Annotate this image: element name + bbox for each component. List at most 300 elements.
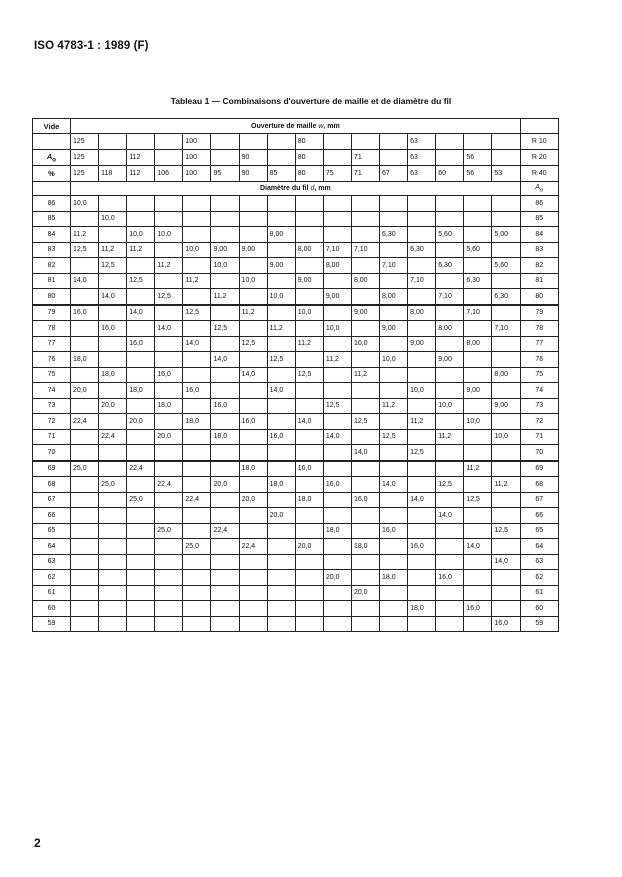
wire-diameter-cell: 12,5 bbox=[155, 289, 183, 305]
wire-diameter-cell bbox=[436, 336, 464, 352]
wire-diameter-cell: 12,5 bbox=[323, 398, 351, 414]
wire-diameter-cell bbox=[267, 336, 295, 352]
wire-diameter-cell bbox=[267, 273, 295, 289]
wire-diameter-cell bbox=[127, 554, 155, 570]
wire-diameter-cell bbox=[183, 523, 211, 539]
wire-diameter-cell bbox=[351, 321, 379, 337]
wire-diameter-cell: 5,60 bbox=[492, 258, 520, 274]
wire-diameter-cell: 10,0 bbox=[323, 321, 351, 337]
wire-diameter-cell bbox=[155, 585, 183, 601]
wire-diameter-cell bbox=[351, 523, 379, 539]
opening-value bbox=[380, 150, 408, 166]
wire-diameter-cell: 12,5 bbox=[99, 258, 127, 274]
table-row bbox=[33, 616, 559, 632]
wire-diameter-cell: 8,00 bbox=[464, 336, 492, 352]
wire-diameter-cell bbox=[380, 242, 408, 258]
opening-value bbox=[127, 134, 155, 150]
wire-diameter-cell: 11,2 bbox=[323, 352, 351, 368]
table-row bbox=[33, 477, 559, 493]
wire-diameter-cell: 10,0 bbox=[380, 352, 408, 368]
wire-diameter-cell bbox=[492, 242, 520, 258]
ao-value-right: 65 bbox=[520, 523, 558, 539]
wire-diameter-cell bbox=[408, 523, 436, 539]
ao-value-right: 61 bbox=[520, 585, 558, 601]
wire-diameter-cell bbox=[351, 352, 379, 368]
wire-diameter-cell bbox=[239, 508, 267, 524]
wire-diameter-cell: 12,5 bbox=[464, 492, 492, 508]
empty-cell bbox=[520, 119, 558, 134]
mesh-wire-table bbox=[32, 118, 559, 632]
ao-value: 85 bbox=[33, 211, 71, 227]
wire-diameter-cell: 9,00 bbox=[239, 242, 267, 258]
wire-diameter-cell: 10,0 bbox=[267, 289, 295, 305]
ao-value: 69 bbox=[33, 461, 71, 477]
wire-diameter-cell bbox=[211, 211, 239, 227]
wire-diameter-cell bbox=[71, 398, 99, 414]
wire-diameter-cell bbox=[239, 554, 267, 570]
ao-value: 78 bbox=[33, 321, 71, 337]
wire-diameter-cell bbox=[351, 461, 379, 477]
wire-diameter-cell bbox=[464, 523, 492, 539]
wire-diameter-cell: 9,00 bbox=[295, 273, 323, 289]
ao-value-right: 69 bbox=[520, 461, 558, 477]
wire-diameter-cell bbox=[71, 601, 99, 617]
wire-diameter-cell bbox=[351, 477, 379, 493]
table-row bbox=[33, 258, 559, 274]
wire-header-prefix: Diamètre du fil bbox=[259, 185, 311, 192]
wire-diameter-cell: 16,0 bbox=[492, 616, 520, 632]
wire-diameter-cell bbox=[211, 367, 239, 383]
wire-diameter-cell bbox=[267, 461, 295, 477]
page-number: 2 bbox=[34, 836, 41, 850]
opening-value: 118 bbox=[99, 166, 127, 182]
wire-diameter-cell bbox=[99, 414, 127, 430]
ao-value: 84 bbox=[33, 227, 71, 243]
wire-diameter-cell bbox=[295, 477, 323, 493]
wire-diameter-cell bbox=[155, 211, 183, 227]
ao-value-right: 63 bbox=[520, 554, 558, 570]
wire-diameter-cell bbox=[267, 539, 295, 555]
wire-diameter-cell: 11,2 bbox=[211, 289, 239, 305]
wire-diameter-cell: 18,0 bbox=[211, 429, 239, 445]
wire-diameter-cell bbox=[211, 570, 239, 586]
wire-diameter-cell bbox=[492, 273, 520, 289]
wire-diameter-cell bbox=[71, 570, 99, 586]
ao-value-right: 79 bbox=[520, 305, 558, 321]
wire-diameter-cell bbox=[71, 508, 99, 524]
ao-value: 63 bbox=[33, 554, 71, 570]
wire-diameter-cell: 11,2 bbox=[267, 321, 295, 337]
wire-diameter-cell bbox=[155, 196, 183, 212]
wire-diameter-cell bbox=[408, 258, 436, 274]
wire-diameter-cell bbox=[351, 429, 379, 445]
wire-diameter-cell: 11,2 bbox=[408, 414, 436, 430]
wire-diameter-cell: 11,2 bbox=[351, 367, 379, 383]
wire-diameter-cell bbox=[211, 601, 239, 617]
wire-diameter-cell bbox=[211, 445, 239, 461]
wire-diameter-cell bbox=[183, 445, 211, 461]
opening-value bbox=[351, 134, 379, 150]
wire-diameter-cell bbox=[127, 616, 155, 632]
wire-header-suffix: , mm bbox=[314, 185, 331, 192]
wire-diameter-cell bbox=[211, 461, 239, 477]
opening-value bbox=[267, 134, 295, 150]
wire-diameter-cell: 14,0 bbox=[492, 554, 520, 570]
opening-value: 112 bbox=[127, 166, 155, 182]
opening-value bbox=[99, 150, 127, 166]
wire-diameter-cell bbox=[239, 445, 267, 461]
opening-value: 95 bbox=[211, 166, 239, 182]
wire-diameter-cell: 20,0 bbox=[99, 398, 127, 414]
wire-diameter-cell bbox=[267, 585, 295, 601]
wire-diameter-cell: 11,2 bbox=[239, 305, 267, 321]
opening-value bbox=[323, 134, 351, 150]
wire-diameter-cell: 11,2 bbox=[155, 258, 183, 274]
table-row bbox=[33, 227, 559, 243]
wire-diameter-cell bbox=[436, 196, 464, 212]
wire-diameter-cell bbox=[464, 477, 492, 493]
wire-diameter-cell: 22,4 bbox=[183, 492, 211, 508]
wire-diameter-cell: 25,0 bbox=[155, 523, 183, 539]
wire-diameter-cell: 20,0 bbox=[239, 492, 267, 508]
series-row-r10 bbox=[33, 134, 559, 150]
wire-diameter-cell: 10,0 bbox=[239, 273, 267, 289]
wire-diameter-cell: 10,0 bbox=[127, 227, 155, 243]
wire-diameter-cell bbox=[267, 211, 295, 227]
wire-diameter-cell: 22,4 bbox=[127, 461, 155, 477]
wire-diameter-cell bbox=[71, 585, 99, 601]
wire-diameter-cell bbox=[155, 414, 183, 430]
wire-diameter-cell bbox=[99, 461, 127, 477]
wire-diameter-cell bbox=[99, 383, 127, 399]
wire-diameter-cell: 12,5 bbox=[211, 321, 239, 337]
wire-diameter-cell bbox=[351, 227, 379, 243]
wire-diameter-cell bbox=[351, 196, 379, 212]
wire-diameter-cell bbox=[464, 289, 492, 305]
wire-diameter-cell bbox=[267, 616, 295, 632]
wire-diameter-cell bbox=[127, 585, 155, 601]
wire-diameter-cell bbox=[380, 211, 408, 227]
ao-value: 83 bbox=[33, 242, 71, 258]
wire-diameter-cell bbox=[464, 554, 492, 570]
wire-diameter-cell: 7,10 bbox=[380, 258, 408, 274]
wire-diameter-cell bbox=[323, 616, 351, 632]
ao-value-right: 82 bbox=[520, 258, 558, 274]
wire-diameter-cell: 10,0 bbox=[155, 227, 183, 243]
wire-diameter-cell bbox=[155, 570, 183, 586]
opening-value bbox=[211, 150, 239, 166]
wire-diameter-cell bbox=[239, 616, 267, 632]
wire-diameter-cell bbox=[127, 523, 155, 539]
wire-diameter-cell bbox=[351, 508, 379, 524]
wire-diameter-cell bbox=[323, 461, 351, 477]
wire-diameter-cell bbox=[295, 429, 323, 445]
ao-value: 67 bbox=[33, 492, 71, 508]
series-label: R 40 bbox=[520, 166, 558, 182]
wire-diameter-cell: 16,0 bbox=[127, 336, 155, 352]
wire-diameter-cell bbox=[492, 461, 520, 477]
wire-diameter-cell bbox=[436, 554, 464, 570]
wire-diameter-cell: 9,00 bbox=[492, 398, 520, 414]
wire-diameter-cell bbox=[408, 196, 436, 212]
wire-diameter-cell bbox=[380, 273, 408, 289]
table-row bbox=[33, 196, 559, 212]
wire-diameter-cell bbox=[183, 398, 211, 414]
wire-diameter-cell bbox=[492, 601, 520, 617]
ao-value: 72 bbox=[33, 414, 71, 430]
wire-diameter-cell: 20,0 bbox=[323, 570, 351, 586]
wire-diameter-cell: 16,0 bbox=[380, 523, 408, 539]
wire-diameter-cell bbox=[183, 352, 211, 368]
wire-diameter-cell bbox=[239, 383, 267, 399]
wire-diameter-cell: 18,0 bbox=[71, 352, 99, 368]
wire-diameter-cell bbox=[239, 352, 267, 368]
wire-diameter-cell bbox=[464, 367, 492, 383]
wire-diameter-cell bbox=[183, 461, 211, 477]
wire-diameter-cell bbox=[239, 585, 267, 601]
wire-diameter-cell bbox=[323, 508, 351, 524]
wire-diameter-cell bbox=[99, 570, 127, 586]
ao-value-right: 76 bbox=[520, 352, 558, 368]
wire-diameter-cell: 11,2 bbox=[99, 242, 127, 258]
wire-diameter-cell bbox=[436, 273, 464, 289]
wire-diameter-cell bbox=[295, 445, 323, 461]
wire-diameter-cell: 6,30 bbox=[492, 289, 520, 305]
wire-diameter-cell bbox=[267, 554, 295, 570]
wire-diameter-cell: 12,5 bbox=[183, 305, 211, 321]
wire-diameter-cell: 16,0 bbox=[351, 492, 379, 508]
opening-value bbox=[99, 134, 127, 150]
wire-diameter-cell: 6,30 bbox=[380, 227, 408, 243]
opening-header-prefix: Ouverture de maille bbox=[251, 122, 319, 130]
wire-diameter-cell bbox=[71, 429, 99, 445]
wire-diameter-cell bbox=[183, 227, 211, 243]
wire-diameter-cell bbox=[71, 321, 99, 337]
wire-diameter-cell: 9,00 bbox=[464, 383, 492, 399]
wire-diameter-cell bbox=[239, 227, 267, 243]
wire-diameter-cell bbox=[295, 554, 323, 570]
wire-diameter-cell bbox=[323, 305, 351, 321]
wire-diameter-cell: 11,2 bbox=[436, 429, 464, 445]
wire-diameter-cell bbox=[71, 554, 99, 570]
opening-value: 56 bbox=[464, 166, 492, 182]
wire-diameter-cell bbox=[127, 508, 155, 524]
wire-diameter-cell: 11,2 bbox=[295, 336, 323, 352]
wire-diameter-cell: 12,5 bbox=[492, 523, 520, 539]
wire-diameter-cell bbox=[155, 336, 183, 352]
table-row bbox=[33, 492, 559, 508]
wire-diameter-cell: 11,2 bbox=[464, 461, 492, 477]
wire-diameter-cell bbox=[127, 211, 155, 227]
pct-label: % bbox=[33, 166, 71, 182]
wire-diameter-cell: 14,0 bbox=[267, 383, 295, 399]
wire-diameter-cell: 12,5 bbox=[436, 477, 464, 493]
series-row-r40 bbox=[33, 166, 559, 182]
wire-diameter-cell: 10,0 bbox=[436, 398, 464, 414]
wire-diameter-cell bbox=[323, 554, 351, 570]
wire-diameter-cell: 20,0 bbox=[351, 585, 379, 601]
wire-diameter-cell bbox=[380, 554, 408, 570]
wire-diameter-cell bbox=[267, 242, 295, 258]
wire-diameter-cell bbox=[267, 445, 295, 461]
wire-diameter-cell bbox=[492, 539, 520, 555]
wire-diameter-cell bbox=[380, 585, 408, 601]
wire-diameter-cell bbox=[71, 367, 99, 383]
wire-diameter-cell bbox=[380, 367, 408, 383]
wire-diameter-cell bbox=[323, 211, 351, 227]
opening-value bbox=[436, 134, 464, 150]
wire-diameter-cell: 11,2 bbox=[71, 227, 99, 243]
wire-diameter-cell bbox=[295, 601, 323, 617]
wire-diameter-cell bbox=[71, 477, 99, 493]
wire-diameter-cell: 18,0 bbox=[351, 539, 379, 555]
wire-diameter-cell: 14,0 bbox=[436, 508, 464, 524]
wire-diameter-cell: 14,0 bbox=[127, 305, 155, 321]
wire-diameter-cell bbox=[323, 383, 351, 399]
wire-diameter-cell bbox=[351, 570, 379, 586]
wire-diameter-cell bbox=[464, 585, 492, 601]
wire-diameter-cell bbox=[183, 258, 211, 274]
wire-diameter-cell: 20,0 bbox=[267, 508, 295, 524]
wire-diameter-cell bbox=[351, 616, 379, 632]
wire-diameter-cell bbox=[183, 211, 211, 227]
ao-value-right: 60 bbox=[520, 601, 558, 617]
wire-diameter-cell bbox=[99, 492, 127, 508]
wire-diameter-cell bbox=[211, 616, 239, 632]
ao-value-right: 85 bbox=[520, 211, 558, 227]
ao-value-right: 59 bbox=[520, 616, 558, 632]
table-row bbox=[33, 585, 559, 601]
wire-diameter-cell bbox=[323, 336, 351, 352]
wire-diameter-cell: 18,0 bbox=[127, 383, 155, 399]
opening-value bbox=[436, 150, 464, 166]
wire-diameter-cell: 10,0 bbox=[408, 383, 436, 399]
wire-diameter-cell: 10,0 bbox=[183, 242, 211, 258]
wire-diameter-cell bbox=[323, 585, 351, 601]
wire-diameter-cell bbox=[380, 508, 408, 524]
opening-value: 67 bbox=[380, 166, 408, 182]
wire-diameter-cell: 18,0 bbox=[155, 398, 183, 414]
ao-value-right: 84 bbox=[520, 227, 558, 243]
wire-diameter-cell: 12,5 bbox=[267, 352, 295, 368]
wire-diameter-cell: 16,0 bbox=[239, 414, 267, 430]
wire-diameter-cell: 10,0 bbox=[492, 429, 520, 445]
wire-diameter-cell: 14,0 bbox=[295, 414, 323, 430]
wire-diameter-cell bbox=[71, 336, 99, 352]
wire-diameter-cell bbox=[408, 508, 436, 524]
wire-diameter-cell bbox=[380, 539, 408, 555]
wire-diameter-cell: 16,0 bbox=[71, 305, 99, 321]
wire-diameter-cell: 20,0 bbox=[155, 429, 183, 445]
ao-value-right: 67 bbox=[520, 492, 558, 508]
opening-value: 60 bbox=[436, 166, 464, 182]
table-row bbox=[33, 211, 559, 227]
wire-diameter-cell: 7,10 bbox=[323, 242, 351, 258]
wire-diameter-cell bbox=[239, 196, 267, 212]
opening-value bbox=[267, 150, 295, 166]
ao-value: 60 bbox=[33, 601, 71, 617]
wire-diameter-cell: 7,10 bbox=[492, 321, 520, 337]
wire-diameter-cell bbox=[323, 196, 351, 212]
wire-diameter-cell bbox=[239, 429, 267, 445]
wire-diameter-cell: 18,0 bbox=[99, 367, 127, 383]
wire-diameter-cell bbox=[323, 539, 351, 555]
opening-value: 80 bbox=[295, 150, 323, 166]
opening-value: 90 bbox=[239, 150, 267, 166]
wire-diameter-cell: 16,0 bbox=[267, 429, 295, 445]
table-row bbox=[33, 398, 559, 414]
wire-diameter-cell bbox=[323, 414, 351, 430]
wire-diameter-cell bbox=[408, 321, 436, 337]
wire-diameter-cell: 8,00 bbox=[323, 258, 351, 274]
ao-value-right: 83 bbox=[520, 242, 558, 258]
wire-diameter-cell bbox=[99, 445, 127, 461]
wire-diameter-cell bbox=[323, 601, 351, 617]
wire-diameter-cell bbox=[99, 616, 127, 632]
ao-value: 65 bbox=[33, 523, 71, 539]
wire-diameter-cell: 10,0 bbox=[99, 211, 127, 227]
opening-header-var: w bbox=[318, 122, 324, 130]
wire-diameter-cell: 18,0 bbox=[408, 601, 436, 617]
wire-diameter-cell bbox=[408, 616, 436, 632]
wire-diameter-cell bbox=[436, 601, 464, 617]
wire-diameter-cell bbox=[295, 211, 323, 227]
opening-value: 63 bbox=[408, 166, 436, 182]
wire-diameter-cell: 8,00 bbox=[351, 273, 379, 289]
wire-diameter-cell: 9,00 bbox=[323, 289, 351, 305]
opening-value: 100 bbox=[183, 150, 211, 166]
opening-value bbox=[492, 150, 520, 166]
ao-value: 61 bbox=[33, 585, 71, 601]
wire-header-var: d bbox=[310, 185, 315, 192]
wire-diameter-cell bbox=[99, 336, 127, 352]
opening-value: 100 bbox=[183, 166, 211, 182]
ao-value-right: 75 bbox=[520, 367, 558, 383]
wire-diameter-cell bbox=[464, 616, 492, 632]
wire-diameter-cell bbox=[295, 196, 323, 212]
wire-diameter-cell bbox=[380, 383, 408, 399]
table-row bbox=[33, 321, 559, 337]
wire-diameter-cell: 18,0 bbox=[267, 477, 295, 493]
table-row bbox=[33, 289, 559, 305]
wire-diameter-cell: 8,00 bbox=[267, 227, 295, 243]
wire-diameter-cell bbox=[408, 227, 436, 243]
wire-diameter-cell bbox=[436, 539, 464, 555]
vide-label: Vide bbox=[33, 119, 71, 134]
ao-value: 73 bbox=[33, 398, 71, 414]
wire-diameter-cell bbox=[380, 601, 408, 617]
wire-diameter-cell: 9,00 bbox=[211, 242, 239, 258]
wire-diameter-cell: 12,5 bbox=[380, 429, 408, 445]
wire-diameter-cell bbox=[436, 445, 464, 461]
opening-value: 90 bbox=[239, 166, 267, 182]
wire-diameter-cell bbox=[127, 601, 155, 617]
wire-diameter-cell bbox=[211, 227, 239, 243]
wire-diameter-cell: 10,0 bbox=[351, 336, 379, 352]
wire-diameter-cell bbox=[464, 196, 492, 212]
wire-diameter-cell bbox=[155, 601, 183, 617]
wire-diameter-cell bbox=[492, 570, 520, 586]
wire-diameter-cell bbox=[267, 398, 295, 414]
wire-diameter-cell bbox=[239, 289, 267, 305]
wire-diameter-cell bbox=[239, 523, 267, 539]
wire-diameter-cell bbox=[436, 585, 464, 601]
wire-diameter-cell bbox=[183, 616, 211, 632]
ao-value-right: 72 bbox=[520, 414, 558, 430]
wire-diameter-cell bbox=[295, 289, 323, 305]
opening-value bbox=[239, 134, 267, 150]
wire-diameter-cell bbox=[155, 508, 183, 524]
